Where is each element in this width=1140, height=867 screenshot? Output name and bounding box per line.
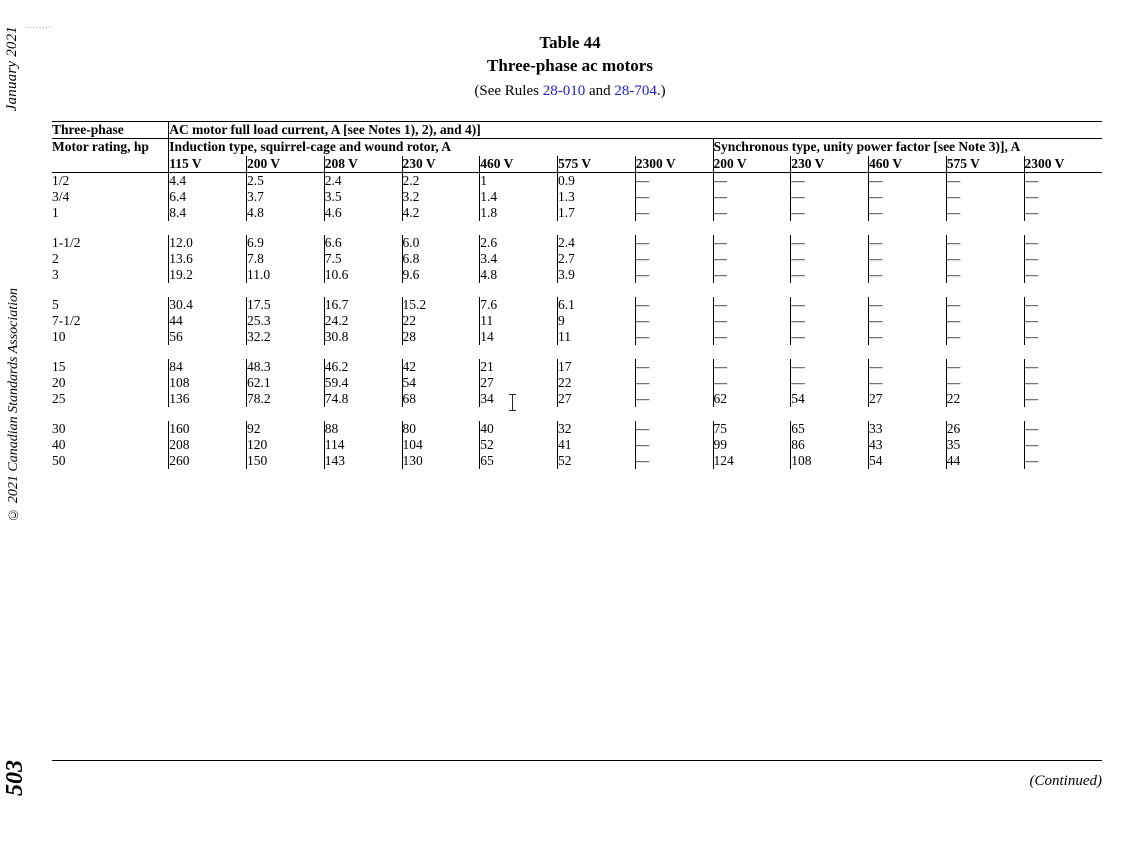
cell-induction-208v: 88 (324, 421, 402, 437)
cell-synchronous-2300v: — (1024, 313, 1102, 329)
see-rules-suffix: .) (656, 82, 666, 99)
cell-synchronous-2300v: — (1024, 267, 1102, 283)
cell-synchronous-460v: — (869, 313, 947, 329)
cell-induction-460v: 2.6 (480, 235, 558, 251)
cell-induction-230v: 104 (402, 437, 480, 453)
table-row (52, 189, 1102, 205)
cell-synchronous-575v: — (946, 251, 1024, 267)
cell-synchronous-2300v: — (1024, 391, 1102, 407)
cell-induction-230v: 4.2 (402, 205, 480, 221)
cell-synchronous-460v: — (869, 329, 947, 345)
cell-synchronous-200v: 75 (713, 421, 791, 437)
table-row (52, 172, 1102, 189)
cell-induction-115v: 208 (169, 437, 247, 453)
cell-induction-230v: 9.6 (402, 267, 480, 283)
cell-synchronous-230v: — (791, 189, 869, 205)
cell-induction-2300v: — (635, 329, 713, 345)
cell-induction-575v: 9 (558, 313, 636, 329)
cell-synchronous-575v: — (946, 359, 1024, 375)
cell-synchronous-200v: — (713, 329, 791, 345)
header-voltage-syn-230: 230 V (791, 156, 869, 173)
see-rules-prefix: (See Rules (474, 82, 543, 99)
cell-synchronous-460v: — (869, 251, 947, 267)
table-row (52, 375, 1102, 391)
title-block (0, 32, 1140, 102)
table-row (52, 251, 1102, 267)
cell-synchronous-575v: — (946, 189, 1024, 205)
table-row (52, 453, 1102, 469)
cell-induction-200v: 62.1 (247, 375, 325, 391)
cell-induction-200v: 7.8 (247, 251, 325, 267)
cell-induction-115v: 19.2 (169, 267, 247, 283)
cell-synchronous-230v: — (791, 172, 869, 189)
header-voltage-ind-200: 200 V (247, 156, 325, 173)
cell-induction-200v: 11.0 (247, 267, 325, 283)
cell-motor-rating: 3 (52, 266, 59, 282)
cell-induction-230v: 3.2 (402, 189, 480, 205)
table-row (52, 391, 1102, 407)
cell-induction-115v: 8.4 (169, 205, 247, 221)
cell-synchronous-230v: — (791, 235, 869, 251)
cell-synchronous-230v: — (791, 359, 869, 375)
cell-induction-460v: 3.4 (480, 251, 558, 267)
cell-induction-208v: 114 (324, 437, 402, 453)
table-group-spacer (52, 407, 1102, 421)
cell-induction-115v: 13.6 (169, 251, 247, 267)
spacer-cell (52, 283, 1102, 297)
header-voltage-ind-115: 115 V (169, 156, 247, 173)
cell-induction-115v: 136 (169, 391, 247, 407)
cell-motor-rating: 40 (52, 436, 66, 452)
cell-synchronous-460v: 27 (869, 391, 947, 407)
cell-synchronous-460v: — (869, 297, 947, 313)
table-row (52, 267, 1102, 283)
table-subtitle: Three-phase ac motors (487, 55, 653, 75)
text-cursor-artifact (512, 394, 513, 411)
spacer-cell (52, 407, 1102, 421)
cell-induction-208v: 24.2 (324, 313, 402, 329)
cell-synchronous-200v: — (713, 251, 791, 267)
cell-induction-460v: 1 (480, 172, 558, 189)
cell-motor-rating: 10 (52, 328, 66, 344)
cell-induction-230v: 6.0 (402, 235, 480, 251)
cell-induction-208v: 4.6 (324, 205, 402, 221)
cell-induction-200v: 3.7 (247, 189, 325, 205)
table-44 (52, 121, 1102, 469)
cell-induction-575v: 17 (558, 359, 636, 375)
cell-synchronous-460v: — (869, 235, 947, 251)
cell-induction-460v: 7.6 (480, 297, 558, 313)
cell-synchronous-460v: — (869, 267, 947, 283)
cell-induction-575v: 2.7 (558, 251, 636, 267)
cell-induction-200v: 78.2 (247, 391, 325, 407)
cell-motor-rating: 3/4 (52, 188, 70, 204)
cell-synchronous-575v: — (946, 329, 1024, 345)
cell-induction-200v: 32.2 (247, 329, 325, 345)
cell-motor-rating: 50 (52, 452, 66, 468)
header-three-phase: Three-phase (52, 122, 169, 139)
cell-induction-200v: 120 (247, 437, 325, 453)
cell-synchronous-2300v: — (1024, 375, 1102, 391)
cell-induction-2300v: — (635, 391, 713, 407)
cell-induction-115v: 108 (169, 375, 247, 391)
cell-induction-200v: 6.9 (247, 235, 325, 251)
header-group-synchronous: Synchronous type, unity power factor [see Note 3)], A (713, 139, 1102, 156)
cell-induction-575v: 27 (558, 391, 636, 407)
table-row (52, 359, 1102, 375)
cell-induction-200v: 4.8 (247, 205, 325, 221)
cell-induction-575v: 41 (558, 437, 636, 453)
cell-induction-208v: 74.8 (324, 391, 402, 407)
cell-induction-208v: 2.4 (324, 172, 402, 189)
table-body (52, 172, 1102, 469)
cell-induction-200v: 25.3 (247, 313, 325, 329)
cell-synchronous-575v: — (946, 267, 1024, 283)
cell-induction-115v: 4.4 (169, 172, 247, 189)
cell-induction-575v: 22 (558, 375, 636, 391)
cell-induction-575v: 2.4 (558, 235, 636, 251)
cell-induction-208v: 7.5 (324, 251, 402, 267)
cell-synchronous-200v: 62 (713, 391, 791, 407)
cell-induction-460v: 1.4 (480, 189, 558, 205)
cell-induction-230v: 2.2 (402, 172, 480, 189)
header-voltage-syn-2300: 2300 V (1024, 156, 1102, 173)
header-voltage-ind-575: 575 V (558, 156, 636, 173)
cell-induction-208v: 59.4 (324, 375, 402, 391)
cell-motor-rating: 30 (52, 420, 66, 436)
cell-synchronous-575v: — (946, 205, 1024, 221)
cell-synchronous-460v: — (869, 375, 947, 391)
cell-synchronous-230v: 54 (791, 391, 869, 407)
table-row (52, 235, 1102, 251)
table-row (52, 437, 1102, 453)
table-row (52, 297, 1102, 313)
cell-synchronous-575v: 22 (946, 391, 1024, 407)
cell-induction-575v: 1.7 (558, 205, 636, 221)
cell-induction-2300v: — (635, 313, 713, 329)
cell-induction-200v: 92 (247, 421, 325, 437)
cell-synchronous-575v: 26 (946, 421, 1024, 437)
cell-induction-2300v: — (635, 375, 713, 391)
cell-synchronous-200v: — (713, 267, 791, 283)
cell-induction-460v: 4.8 (480, 267, 558, 283)
cell-motor-rating: 1-1/2 (52, 234, 81, 250)
cell-induction-208v: 16.7 (324, 297, 402, 313)
table-row (52, 329, 1102, 345)
header-full-load-current: AC motor full load current, A [see Notes 1), 2), and 4)] (169, 122, 1102, 139)
header-voltage-ind-2300: 2300 V (635, 156, 713, 173)
cell-induction-230v: 15.2 (402, 297, 480, 313)
cell-synchronous-460v: — (869, 359, 947, 375)
cell-induction-2300v: — (635, 189, 713, 205)
cell-induction-115v: 6.4 (169, 189, 247, 205)
cell-induction-115v: 30.4 (169, 297, 247, 313)
cell-synchronous-2300v: — (1024, 359, 1102, 375)
cell-induction-230v: 68 (402, 391, 480, 407)
table-label: Table 44 (539, 33, 601, 52)
cell-synchronous-200v: — (713, 205, 791, 221)
cell-induction-2300v: — (635, 172, 713, 189)
cell-induction-200v: 17.5 (247, 297, 325, 313)
table-group-spacer (52, 221, 1102, 235)
cell-synchronous-200v: — (713, 375, 791, 391)
cell-synchronous-575v: — (946, 172, 1024, 189)
cell-synchronous-200v: — (713, 313, 791, 329)
cell-induction-575v: 0.9 (558, 172, 636, 189)
cell-induction-2300v: — (635, 267, 713, 283)
cell-induction-2300v: — (635, 421, 713, 437)
header-motor-rating: Motor rating, hp (52, 139, 169, 173)
cell-synchronous-460v: 33 (869, 421, 947, 437)
cell-induction-230v: 6.8 (402, 251, 480, 267)
cell-induction-208v: 143 (324, 453, 402, 469)
header-voltage-syn-200: 200 V (713, 156, 791, 173)
cell-synchronous-200v: — (713, 189, 791, 205)
cell-induction-2300v: — (635, 453, 713, 469)
cell-induction-575v: 3.9 (558, 267, 636, 283)
cell-synchronous-575v: — (946, 235, 1024, 251)
continued-label: (Continued) (1029, 773, 1102, 789)
cell-induction-2300v: — (635, 205, 713, 221)
cell-induction-575v: 1.3 (558, 189, 636, 205)
cell-synchronous-230v: — (791, 313, 869, 329)
cell-induction-115v: 44 (169, 313, 247, 329)
page-number: 503 (2, 760, 28, 796)
cell-synchronous-200v: — (713, 359, 791, 375)
motor-current-table (52, 121, 1102, 469)
margin-copyright: © 2021 Canadian Standards Association (6, 288, 21, 522)
spacer-cell (52, 345, 1102, 359)
table-group-spacer (52, 345, 1102, 359)
cell-motor-rating: 1 (52, 204, 59, 220)
table-row (52, 421, 1102, 437)
cell-synchronous-230v: — (791, 251, 869, 267)
cell-synchronous-200v: — (713, 235, 791, 251)
cell-induction-2300v: — (635, 359, 713, 375)
cell-induction-200v: 2.5 (247, 172, 325, 189)
cell-synchronous-230v: — (791, 297, 869, 313)
cell-induction-115v: 260 (169, 453, 247, 469)
cell-induction-460v: 65 (480, 453, 558, 469)
cell-synchronous-230v: — (791, 329, 869, 345)
cell-synchronous-230v: 86 (791, 437, 869, 453)
cell-induction-208v: 30.8 (324, 329, 402, 345)
cell-induction-115v: 12.0 (169, 235, 247, 251)
scan-artifact: ........ (26, 20, 52, 28)
cell-synchronous-2300v: — (1024, 421, 1102, 437)
cell-synchronous-2300v: — (1024, 235, 1102, 251)
cell-induction-200v: 150 (247, 453, 325, 469)
table-header-row-1 (52, 122, 1102, 139)
cell-induction-575v: 52 (558, 453, 636, 469)
cell-synchronous-2300v: — (1024, 297, 1102, 313)
cell-induction-230v: 28 (402, 329, 480, 345)
table-group-spacer (52, 283, 1102, 297)
cell-motor-rating: 20 (52, 374, 66, 390)
cell-synchronous-460v: 43 (869, 437, 947, 453)
cell-synchronous-460v: — (869, 205, 947, 221)
cell-induction-575v: 11 (558, 329, 636, 345)
cell-synchronous-2300v: — (1024, 251, 1102, 267)
cell-induction-200v: 48.3 (247, 359, 325, 375)
cell-synchronous-460v: 54 (869, 453, 947, 469)
cell-induction-460v: 11 (480, 313, 558, 329)
cell-synchronous-460v: — (869, 172, 947, 189)
table-header-row-2 (52, 139, 1102, 156)
cell-synchronous-575v: — (946, 297, 1024, 313)
header-voltage-ind-230: 230 V (402, 156, 480, 173)
cell-induction-460v: 21 (480, 359, 558, 375)
cell-synchronous-2300v: — (1024, 329, 1102, 345)
table-row (52, 205, 1102, 221)
cell-synchronous-230v: — (791, 375, 869, 391)
header-voltage-ind-208: 208 V (324, 156, 402, 173)
cell-synchronous-575v: 44 (946, 453, 1024, 469)
cell-synchronous-230v: 108 (791, 453, 869, 469)
cell-synchronous-230v: 65 (791, 421, 869, 437)
cell-motor-rating: 25 (52, 390, 66, 406)
cell-synchronous-2300v: — (1024, 189, 1102, 205)
cell-synchronous-460v: — (869, 189, 947, 205)
cell-induction-575v: 6.1 (558, 297, 636, 313)
cell-induction-208v: 10.6 (324, 267, 402, 283)
margin-date: January 2021 (4, 26, 20, 112)
cell-induction-230v: 22 (402, 313, 480, 329)
cell-induction-460v: 1.8 (480, 205, 558, 221)
cell-induction-208v: 46.2 (324, 359, 402, 375)
cell-induction-115v: 84 (169, 359, 247, 375)
cell-synchronous-200v: 124 (713, 453, 791, 469)
cell-motor-rating: 15 (52, 358, 66, 374)
cell-synchronous-2300v: — (1024, 453, 1102, 469)
cell-synchronous-200v: — (713, 297, 791, 313)
cell-induction-2300v: — (635, 235, 713, 251)
table-row (52, 313, 1102, 329)
cell-induction-115v: 56 (169, 329, 247, 345)
table-bottom-rule (52, 760, 1102, 761)
cell-induction-208v: 3.5 (324, 189, 402, 205)
cell-induction-230v: 54 (402, 375, 480, 391)
see-rules-conjunction: and (585, 82, 615, 99)
cell-synchronous-230v: — (791, 205, 869, 221)
cell-induction-2300v: — (635, 297, 713, 313)
cell-motor-rating: 5 (52, 296, 59, 312)
spacer-cell (52, 221, 1102, 235)
cell-synchronous-200v: 99 (713, 437, 791, 453)
cell-motor-rating: 7-1/2 (52, 312, 81, 328)
header-voltage-ind-460: 460 V (480, 156, 558, 173)
rule-link-28-010[interactable]: 28-010 (542, 82, 586, 99)
cell-induction-460v: 27 (480, 375, 558, 391)
header-group-induction: Induction type, squirrel-cage and wound rotor, A (169, 139, 713, 156)
rule-link-28-704[interactable]: 28-704 (614, 82, 657, 99)
cell-induction-208v: 6.6 (324, 235, 402, 251)
cell-synchronous-200v: — (713, 172, 791, 189)
cell-motor-rating: 1/2 (52, 172, 169, 189)
table-header-row-3 (52, 156, 1102, 173)
cell-motor-rating: 2 (52, 250, 59, 266)
cell-induction-460v: 34 (480, 391, 558, 407)
cell-synchronous-230v: — (791, 267, 869, 283)
cell-induction-575v: 32 (558, 421, 636, 437)
cell-synchronous-2300v: — (1024, 437, 1102, 453)
cell-induction-460v: 14 (480, 329, 558, 345)
cell-induction-460v: 40 (480, 421, 558, 437)
cell-synchronous-575v: — (946, 313, 1024, 329)
cell-synchronous-2300v: — (1024, 172, 1102, 189)
cell-induction-230v: 130 (402, 453, 480, 469)
cell-induction-115v: 160 (169, 421, 247, 437)
cell-induction-230v: 80 (402, 421, 480, 437)
cell-induction-230v: 42 (402, 359, 480, 375)
header-voltage-syn-460: 460 V (869, 156, 947, 173)
header-voltage-syn-575: 575 V (946, 156, 1024, 173)
cell-induction-460v: 52 (480, 437, 558, 453)
cell-synchronous-2300v: — (1024, 205, 1102, 221)
cell-synchronous-575v: — (946, 375, 1024, 391)
cell-induction-2300v: — (635, 437, 713, 453)
see-rules-line (0, 80, 1140, 103)
cell-induction-2300v: — (635, 251, 713, 267)
cell-synchronous-575v: 35 (946, 437, 1024, 453)
